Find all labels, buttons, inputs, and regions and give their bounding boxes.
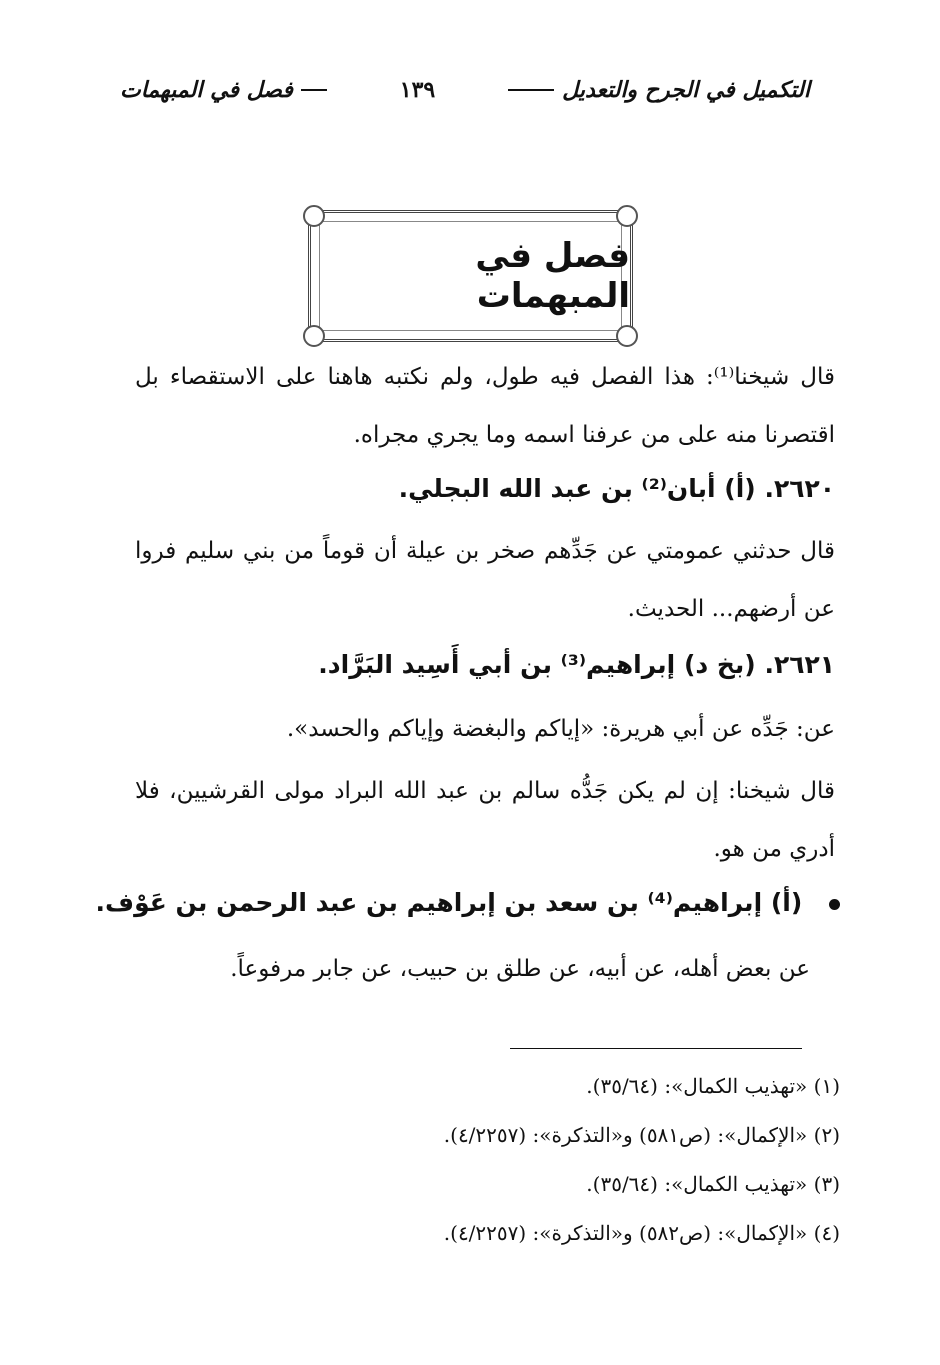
section-title: فصل في المبهمات: [475, 236, 630, 316]
entry-name: (بخ د) إبراهيم⁽³⁾ بن أبي أَسِيد البَرَّاد.: [318, 650, 756, 679]
entry-number: ٢٦٢١.: [764, 650, 835, 679]
intro-paragraph: قال شيخنا⁽¹⁾: هذا الفصل فيه طول، ولم نكتبه هاهنا على الاستقصاء بل اقتصرنا منه على من عرفنا اسمه وما يجري مجراه.: [135, 364, 835, 448]
header-book-title: التكميل في الجرح والتعديل: [562, 77, 810, 103]
footnotes: [120, 1062, 840, 1258]
header-section-title: فصل في المبهمات: [120, 77, 293, 103]
ornament-corner-icon: [303, 205, 325, 227]
entry-heading: [399, 474, 835, 503]
bullet-entry-paragraph: عن بعض أهله، عن أبيه، عن طلق بن حبيب، عن جابر مرفوعاً.: [230, 956, 810, 982]
header-right: [508, 77, 810, 103]
entry-name: (أ) أبان⁽²⁾ بن عبد الله البجلي.: [398, 474, 756, 503]
header-rule: [508, 89, 554, 91]
footnote-divider: [510, 1048, 802, 1049]
entry-paragraph: عن: جَدِّه عن أبي هريرة: «إياكم والبغضة وإياكم والحسد».: [286, 716, 835, 742]
footnote: (٢) «الإكمال»: (ص٥٨١) و«التذكرة»: (٤/٢٢٥٧).: [443, 1123, 840, 1147]
entry-paragraph: قال شيخنا: إن لم يكن جَدُّه سالم بن عبد الله البراد مولى القرشيين، فلا أدري من هو.: [135, 778, 835, 862]
section-title-frame: [308, 210, 633, 342]
ornament-corner-icon: [616, 325, 638, 347]
footnote: (١) «تهذيب الكمال»: (٣٥/٦٤).: [586, 1074, 840, 1098]
page-number: ١٣٩: [399, 77, 436, 103]
header-rule: [301, 89, 327, 91]
bullet-icon: [829, 899, 840, 910]
entry-number: ٢٦٢٠.: [764, 474, 835, 503]
ornament-corner-icon: [303, 325, 325, 347]
entry-paragraph: قال حدثني عمومتي عن جَدِّهم صخر بن عيلة أن قوماً من بني سليم فروا عن أرضهم... الحديث.: [135, 538, 835, 622]
footnote: (٤) «الإكمال»: (ص٥٨٢) و«التذكرة»: (٤/٢٢٥٧).: [443, 1221, 840, 1245]
bullet-entry-heading: [96, 888, 840, 917]
entry-heading: [318, 650, 835, 679]
ornament-corner-icon: [616, 205, 638, 227]
running-header: [120, 70, 810, 110]
footnote: (٣) «تهذيب الكمال»: (٣٥/٦٤).: [586, 1172, 840, 1196]
bullet-entry-name: (أ) إبراهيم⁽⁴⁾ بن سعد بن إبراهيم بن عبد الرحمن بن عَوْف.: [95, 888, 803, 917]
header-left: [120, 77, 327, 103]
